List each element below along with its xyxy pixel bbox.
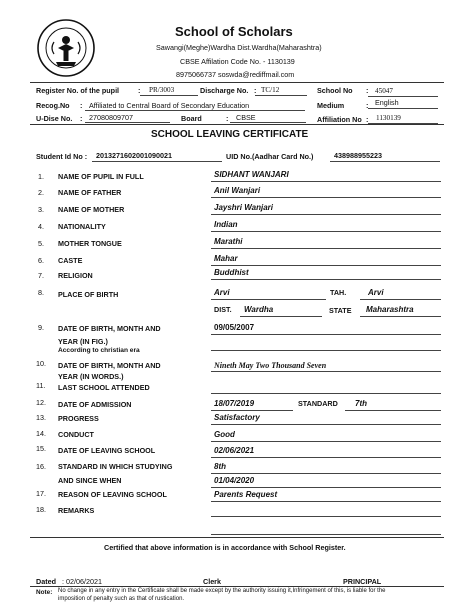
row-9-label-3: According to christian era [58,347,140,354]
standard-label: STANDARD [298,399,338,408]
footer-divider [30,586,444,587]
row-17-number: 17. [36,489,46,498]
medium-value: English [375,98,399,107]
row-14-label: CONDUCT [58,430,94,439]
school-no-label: School No [317,86,353,95]
row-15-label: DATE OF LEAVING SCHOOL [58,446,156,455]
row-4-value: Indian [214,220,238,229]
row-5-number: 5. [38,239,44,248]
principal-signature-label: PRINCIPAL [343,577,382,586]
row-16-label-2: AND SINCE WHEN [58,476,122,485]
row-9-label-2: YEAR (IN FIG.) [58,337,108,346]
row-8-value: Arvi [214,288,230,297]
row-2-number: 2. [38,188,44,197]
uid-value: 438988955223 [334,151,382,160]
row-16-number: 16. [36,462,46,471]
register-value: PR/3003 [149,86,175,94]
register-colon: : [138,86,141,95]
row-14-number: 14. [36,429,46,438]
dated-value: : 02/06/2021 [62,577,102,586]
student-id-label: Student Id No : [36,152,88,161]
tah-label: TAH. [330,288,347,297]
row-6-value: Mahar [214,254,238,263]
recog-value: Affiliated to Central Board of Secondary Education [89,101,250,110]
school-address: Sawangi(Meghe)Wardha Dist.Wardha(Maharashtra) [156,43,322,52]
clerk-signature-label: Clerk [203,577,221,586]
row-2-value: Anil Wanjari [214,186,261,195]
row-13-label: PROGRESS [58,414,99,423]
row-15-value: 02/06/2021 [214,446,255,455]
header-divider [30,124,444,125]
row-10-label-2: YEAR (IN WORDS.) [58,372,124,381]
udise-label: U-Dise No. [36,114,73,123]
row-11-label: LAST SCHOOL ATTENDED [58,383,150,392]
discharge-value: TC/12 [261,86,280,94]
row-9-label: DATE OF BIRTH, MONTH AND [58,324,161,333]
medium-label: Medium [317,101,345,110]
state-label: STATE [329,306,352,315]
note-text-2: imposition of penalty such as that of rustication. [58,596,185,602]
register-label: Register No. of the pupil [36,86,120,95]
board-colon: : [226,114,229,123]
discharge-colon: : [254,86,257,95]
row-5-value: Marathi [214,237,243,246]
affiliation-value: 1130139 [376,114,401,122]
student-id-value: 2013271602001090021 [96,151,172,160]
row-10-number: 10. [36,359,46,368]
row-1-value: SIDHANT WANJARI [214,170,289,179]
row-12-value: 18/07/2019 [214,399,255,408]
note-label: Note: [36,589,53,596]
dated-label: Dated [36,577,56,586]
row-18-number: 18. [36,505,46,514]
note-text: No change in any entry in the Certificate shall be made except by the authority issuing it,Infringement of this, is liable for the [58,588,386,594]
row-9-number: 9. [38,323,44,332]
row-7-value: Buddhist [214,268,249,277]
row-1-label: NAME OF PUPIL IN FULL [58,172,144,181]
row-4-label: NATIONALITY [58,222,106,231]
row-12-number: 12. [36,398,46,407]
row-8-number: 8. [38,288,44,297]
school-name: School of Scholars [175,24,293,39]
row-16-value-2: 01/04/2020 [214,476,255,485]
row-18-label: REMARKS [58,506,95,515]
school-contact: 8975066737 soswda@rediffmail.com [176,70,295,79]
row-14-value: Good [214,430,235,439]
recog-label: Recog.No [36,101,70,110]
row-17-value: Parents Request [214,490,278,499]
discharge-label: Discharge No. [200,86,249,95]
board-value: CBSE [236,113,256,122]
standard-value: 7th [355,399,367,408]
row-7-label: RELIGION [58,271,93,280]
dist-value: Wardha [244,305,274,314]
row-17-label: REASON OF LEAVING SCHOOL [58,490,167,499]
tah-value: Arvi [368,288,384,297]
school-no-value: 45047 [375,87,393,95]
medium-colon: : [366,101,369,110]
row-15-number: 15. [36,444,46,453]
row-6-label: CASTE [58,256,83,265]
school-logo [36,18,96,78]
affiliation-label: Affiliation No [317,115,362,124]
row-5-label: MOTHER TONGUE [58,239,122,248]
certified-statement: Certified that above information is in accordance with School Register. [104,543,346,552]
school-affiliation-code: CBSE Affilation Code No. - 1130139 [180,57,295,66]
row-4-number: 4. [38,222,44,231]
row-10-label: DATE OF BIRTH, MONTH AND [58,361,161,370]
school-no-colon: : [366,86,369,95]
row-3-number: 3. [38,205,44,214]
row-1-number: 1. [38,172,44,181]
board-label: Board [181,114,202,123]
row-7-number: 7. [38,271,44,280]
uid-label: UID No.(Aadhar Card No.) [226,152,314,161]
row-12-label: DATE OF ADMISSION [58,400,132,409]
affiliation-colon: : [366,115,369,124]
certificate-title: SCHOOL LEAVING CERTIFICATE [151,129,309,140]
certified-divider [30,537,444,538]
row-16-label: STANDARD IN WHICH STUDYING [58,462,173,471]
row-11-number: 11. [36,381,46,390]
row-13-number: 13. [36,413,46,422]
row-13-value: Satisfactory [214,413,260,422]
row-6-number: 6. [38,256,44,265]
row-2-label: NAME OF FATHER [58,188,122,197]
row-16-value: 8th [214,462,226,471]
udise-value: 27080809707 [89,113,133,122]
row-3-label: NAME OF MOTHER [58,205,125,214]
row-3-value: Jayshri Wanjari [214,203,273,212]
recog-colon: : [80,101,83,110]
row-8-label: PLACE OF BIRTH [58,290,119,299]
top-divider [30,82,444,83]
row-9-value: 09/05/2007 [214,323,255,332]
state-value: Maharashtra [366,305,414,314]
udise-colon: : [80,114,83,123]
row-10-value: Nineth May Two Thousand Seven [214,361,327,370]
dist-label: DIST. [214,305,232,314]
